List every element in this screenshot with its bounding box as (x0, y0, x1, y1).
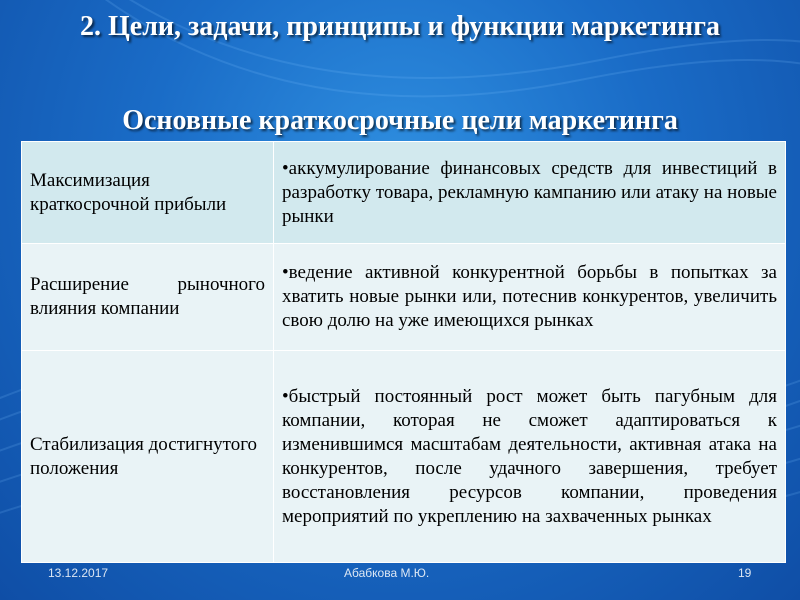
description-cell: •ведение активной конкурентной борьбы в попытках за хватить новые рынки или, потеснив конкурентов, увеличить свою долю на уже имеющихся рынках (274, 244, 786, 351)
table-row (22, 142, 786, 244)
goals-table (21, 141, 786, 563)
footer-page-number: 19 (738, 566, 752, 580)
footer-author: Абабкова М.Ю. (344, 566, 430, 580)
goal-text: Максимизация краткосрочной прибыли (30, 169, 227, 215)
goal-cell (22, 244, 274, 351)
page-subtitle: Основные краткосрочные цели маркетинга (122, 105, 678, 136)
table-row (22, 244, 786, 351)
goal-cell (22, 351, 274, 563)
goal-cell (22, 142, 274, 244)
table-row (22, 351, 786, 563)
goal-text: Стабилизация достигнутого положения (30, 433, 258, 479)
goal-text: Расширение рыночного влияния компании (30, 274, 265, 319)
description-cell: •быстрый постоянный рост может быть пагубным для компании, которая не сможет адаптироваться к изменившимся масштабам деятельности, активная атака на конкурентов, после удачного завершения, требует восстановления ресурсов компании, проведения мероприятий по укреплению на захваченных рынках (274, 351, 786, 563)
page-title: 2. Цели, задачи, принципы и функции маркетинга (79, 11, 721, 42)
description-cell: •аккумулирование финансовых средств для инвестиций в разработку товара, рекламную кампанию или атаку на новые рынки (274, 142, 786, 244)
footer-date: 13.12.2017 (48, 566, 109, 580)
